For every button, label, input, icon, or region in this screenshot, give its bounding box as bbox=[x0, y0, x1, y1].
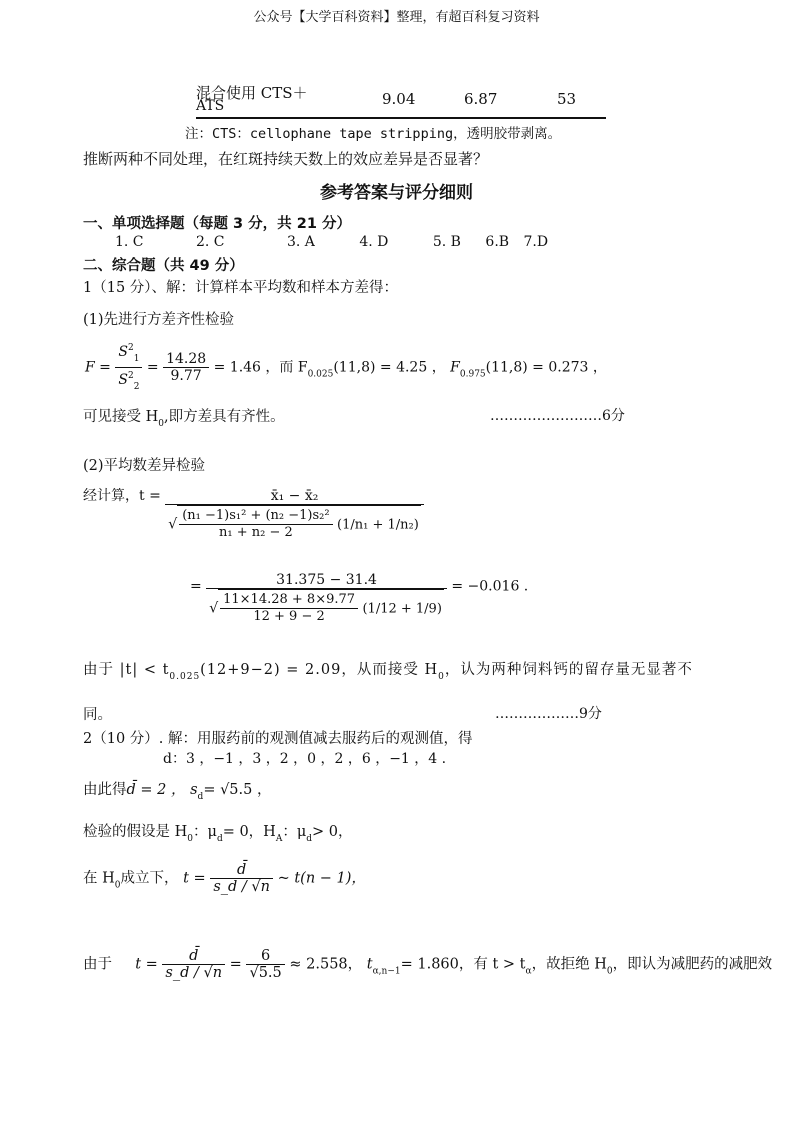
q1-step2-title: (2)平均数差异检验 bbox=[83, 458, 206, 474]
t-test-formula-numeric: = 31.375 − 31.4 √ $\frac{11\times 14.28 + 8\times 9.77}{12 + 9 - 2}$ (1/12 + 1/9) = −0.016 . bbox=[190, 572, 529, 624]
question-text: 推断两种不同处理，在红斑持续天数上的效应差异是否显著？ bbox=[83, 150, 489, 168]
answer-item: 5. B bbox=[432, 234, 461, 250]
section1-heading: 一、单项选择题（每题 3 分，共 21 分） bbox=[83, 216, 351, 232]
table-bottom-rule bbox=[196, 117, 606, 119]
q2-final: 由于 t = $\frac{d̄}{s\_d / √n}$ = $\frac{6}{√5.5}$ ≈ 2.558， $t_{\alpha,n-1}= 1.860$，有 $t > t_\alpha$，故拒绝 $H_0$，即认为减肥药的减肥效 bbox=[83, 948, 773, 981]
table-cell: 6.87 bbox=[464, 90, 498, 108]
q2-d-values: d：3 ，−1 ，3 ，2 ，0 ，2 ，6 ，−1 ，4 . bbox=[163, 751, 447, 767]
answer-item: 4. D bbox=[359, 234, 389, 250]
q2-test-stat: 在 $H_0$成立下， t = $\frac{d̄}{s\_d / √n}$ ~ t(n − 1)， bbox=[83, 862, 366, 895]
q1-conclusion2-line2: 同。 bbox=[83, 707, 112, 723]
table-note: 注：CTS：cellophane tape stripping，透明胶带剥离。 bbox=[185, 126, 562, 142]
table-cell: 53 bbox=[557, 90, 577, 108]
q1-conclusion2: 由于 $|t| < t_{0.025}(12+9-2) = 2.09$，从而接受 $H_0$，认为两种饲料钙的留存量无显著不 bbox=[83, 662, 693, 682]
q1-intro: 1（15 分）、解：计算样本平均数和样本方差得： bbox=[83, 280, 399, 296]
table-row-label-line1: 混合使用 CTS＋ bbox=[196, 84, 308, 102]
q2-hypothesis: 检验的假设是 $H_0$：$\mu_d= 0$，$H_A$：$\mu_d> 0$， bbox=[83, 824, 353, 844]
answer-item: 6.B bbox=[485, 234, 510, 250]
score-1: ……………………6分 bbox=[490, 408, 625, 424]
f-test-formula: F = $\frac{S^2_1}{S^2_2}$ = $\frac{14.28}{9.77}$ = 1.46 ，而 $F_{0.025}(11,8) = 4.25$ ， $F_{0.975}(11,8) = 0.273$ ， bbox=[85, 340, 607, 395]
page-header: 公众号【大学百科资料】整理，有超百科复习资料 bbox=[253, 10, 540, 25]
answer-item: 1. C bbox=[115, 234, 144, 250]
q2-intro: 2（10 分）. 解：用服药前的观测值减去服药后的观测值，得 bbox=[83, 731, 473, 747]
section1-answers bbox=[115, 234, 548, 250]
q2-stats: 由此得d̄ = 2 ， $s_d= √5.5$ ， bbox=[83, 782, 272, 802]
t-test-formula-symbolic: 经计算，t = x̄₁ − x̄₂ √ $\frac{\text{(n₁ −1)s₁² + (n₂ −1)s₂²}}{\text{n₁ + n₂ − 2}}$ (1/n₁ + 1/n₂) bbox=[83, 485, 424, 541]
q1-conclusion1: 可见接受 $H_0$,即方差具有齐性。 bbox=[83, 409, 285, 429]
answer-item: 3. A bbox=[286, 234, 315, 250]
score-2: ………………9分 bbox=[495, 706, 602, 722]
table-cell: 9.04 bbox=[382, 90, 416, 108]
answer-item: 7.D bbox=[523, 234, 549, 250]
table-row-label-line2: ATS bbox=[196, 98, 225, 114]
answer-title: 参考答案与评分细则 bbox=[320, 183, 473, 203]
section2-heading: 二、综合题（共 49 分） bbox=[83, 258, 244, 274]
answer-item: 2. C bbox=[195, 234, 225, 250]
q1-step1-title: (1)先进行方差齐性检验 bbox=[83, 312, 235, 328]
